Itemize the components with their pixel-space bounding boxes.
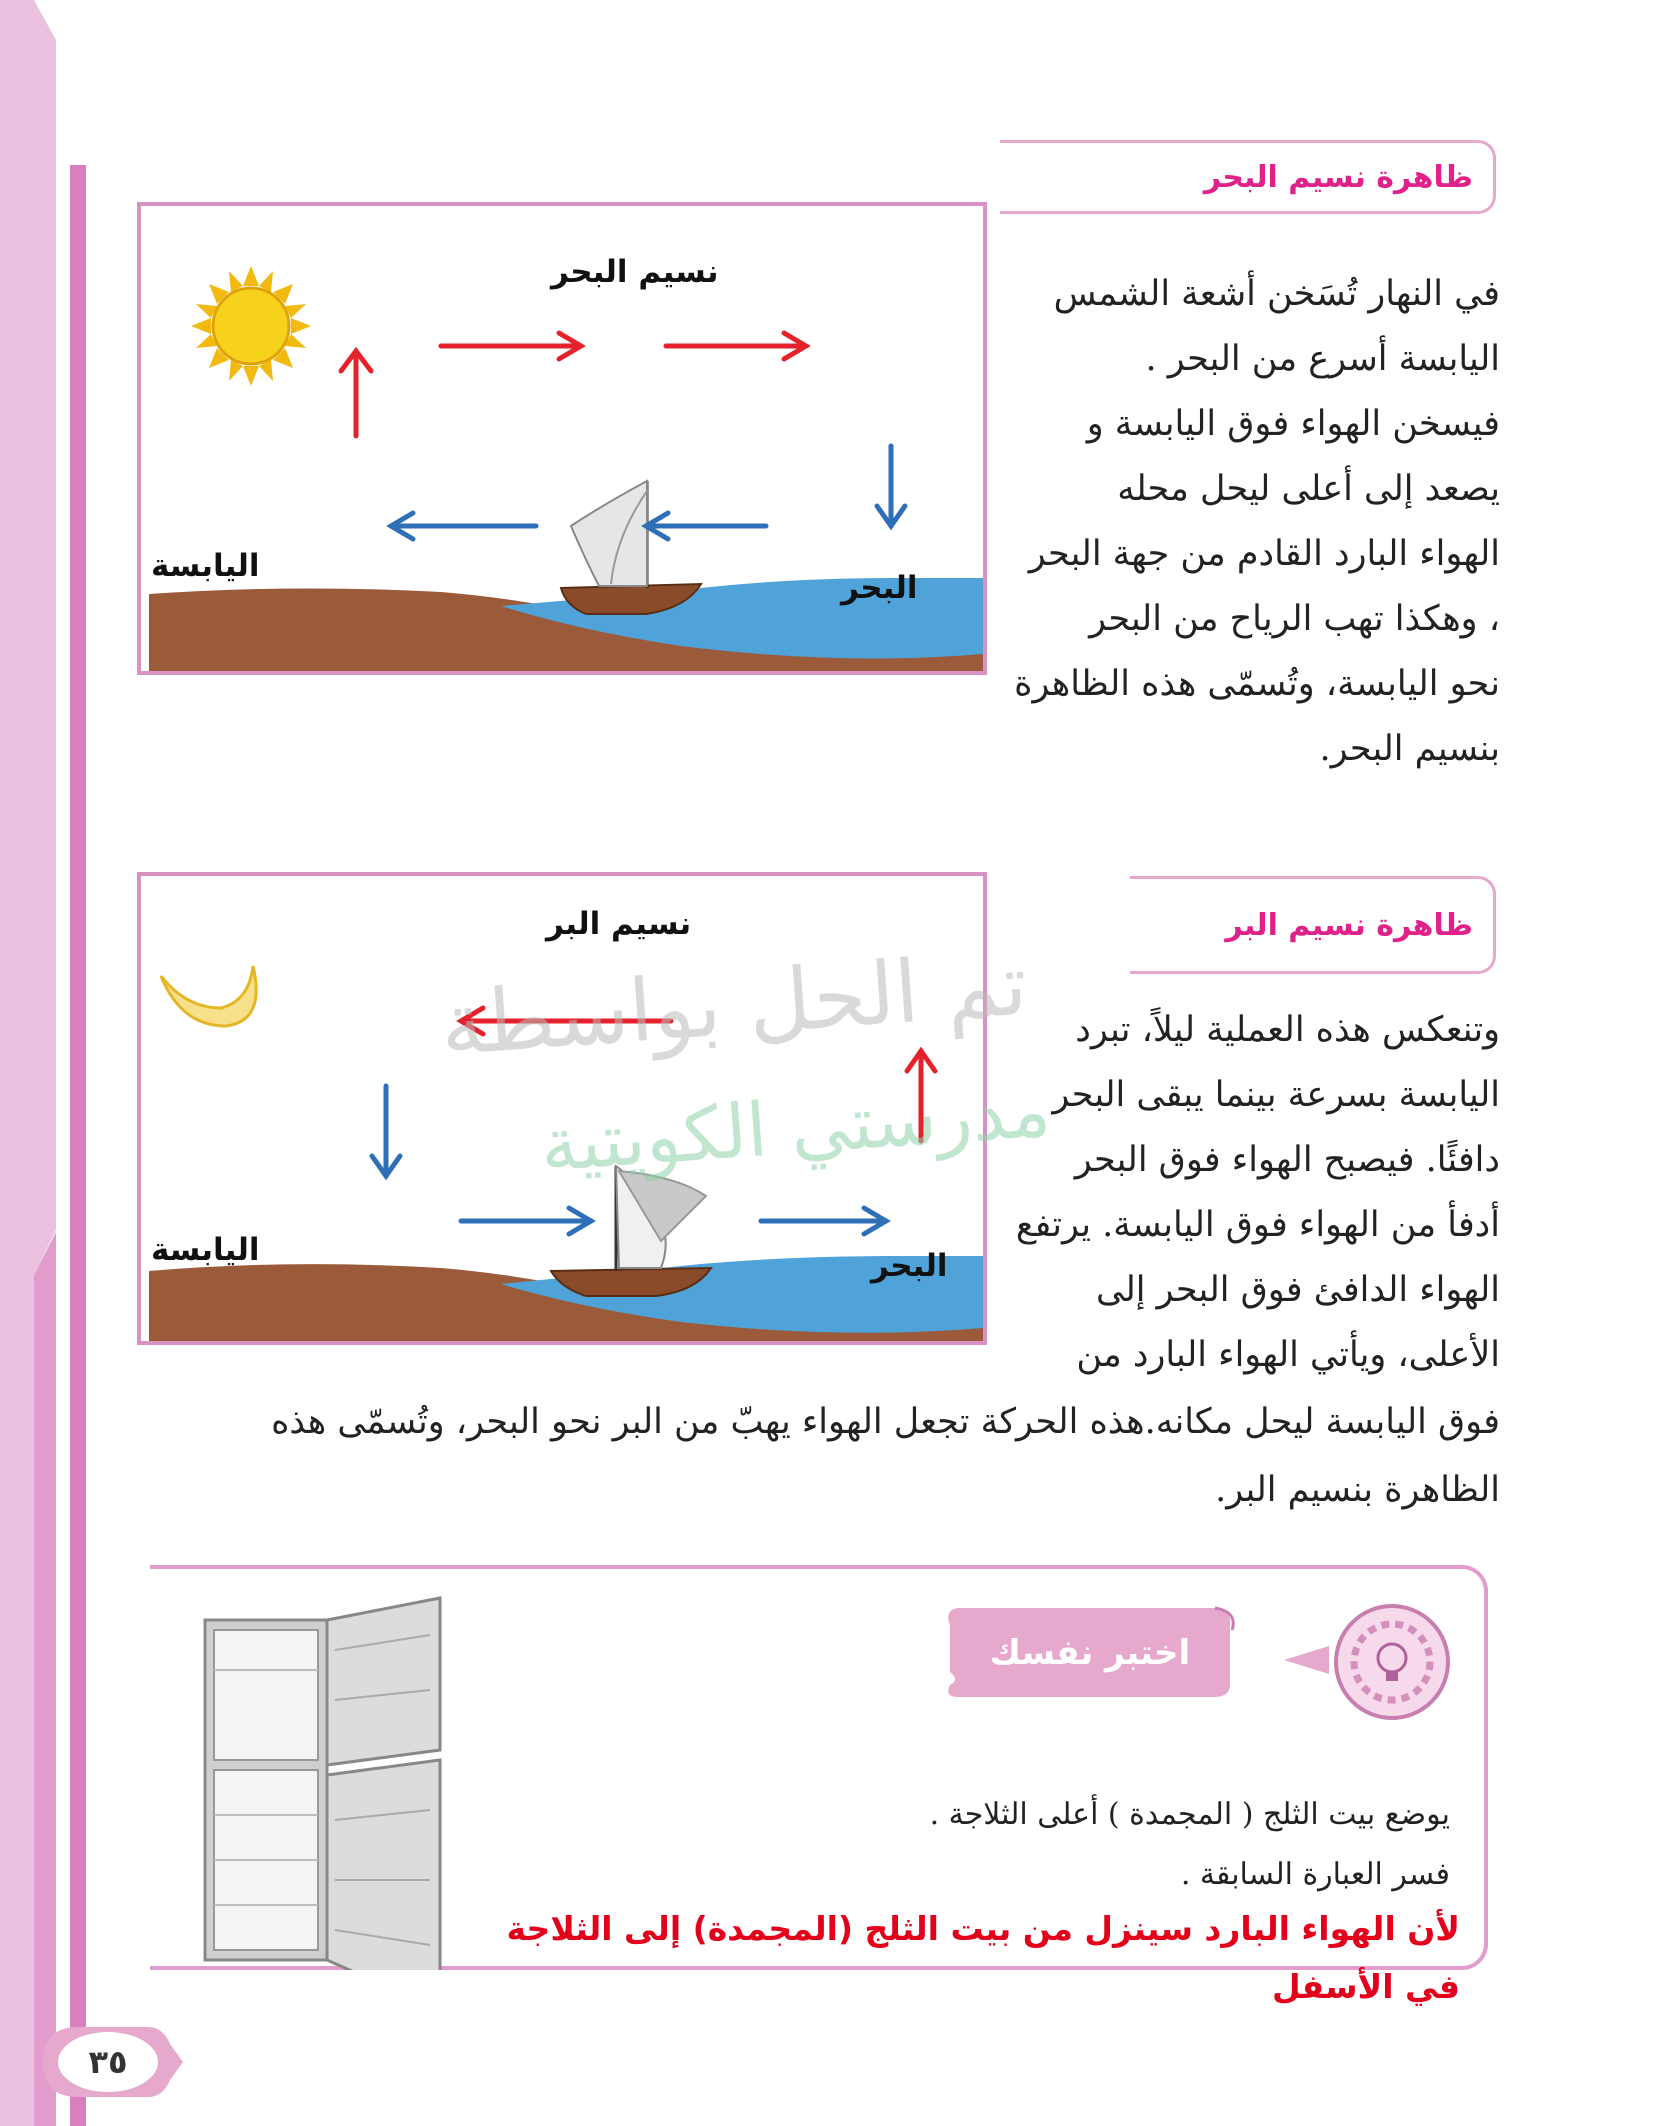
text-line: الهواء البارد القادم من جهة البحر [1028,534,1500,574]
text-line: وتنعكس هذه العملية ليلاً، تبرد [1075,1010,1500,1050]
diagram-title: نسيم البحر [551,254,719,290]
lightbulb-gear-icon [1332,1602,1452,1722]
text-line: نحو اليابسة، وتُسمّى هذه الظاهرة [1014,664,1500,704]
text-line: يصعد إلى أعلى ليحل محله [1117,469,1500,509]
watermark-line-1: تم الحل بواسطة [437,934,1031,1076]
exercise-answer [470,1900,1460,2016]
text-line: أدفأ من الهواء فوق اليابسة. يرتفع [1015,1205,1500,1245]
exercise-question [500,1785,1450,1905]
sea-label: البحر [871,1248,948,1284]
question-line: يوضع بيت الثلج ( المجمدة ) أعلى الثلاجة . [929,1797,1450,1832]
diagram-title: نسيم البر [546,906,692,942]
section-title-sea-breeze: ظاهرة نسيم البحر [1000,140,1496,214]
sea-label: البحر [841,570,918,606]
land-breeze-paragraph [990,998,1500,1388]
refrigerator-image [200,1590,450,1970]
question-line: فسر العبارة السابقة . [1180,1857,1450,1892]
sea-breeze-paragraph [990,262,1500,782]
text-line: الهواء الدافئ فوق البحر إلى [1095,1270,1500,1310]
text-line: في النهار تُسَخن أشعة الشمس [1053,274,1500,314]
text-line: دافئًا. فيصبح الهواء فوق البحر [1074,1140,1500,1180]
text-line: بنسيم البحر. [1319,729,1500,769]
badge-pointer [1284,1640,1334,1680]
land-label: اليابسة [151,548,260,584]
text-line: فيسخن الهواء فوق اليابسة و [1086,404,1500,444]
text-line: الظاهرة بنسيم البر. [1215,1470,1500,1510]
exercise-badge: اختبر نفسك [989,1633,1191,1673]
text-line: ، وهكذا تهب الرياح من البحر [1089,599,1500,639]
land-breeze-paragraph-continued [200,1388,1500,1524]
sailboat-icon [561,481,701,614]
moon-icon [161,966,256,1026]
section-title-land-breeze: ظاهرة نسيم البر [1130,876,1496,974]
text-line: فوق اليابسة ليحل مكانه.هذه الحركة تجعل الهواء يهبّ من البر نحو البحر، وتُسمّى هذه [271,1402,1500,1442]
text-line: الأعلى، ويأتي الهواء البارد من [1076,1335,1500,1375]
text-line: اليابسة أسرع من البحر . [1145,339,1500,379]
text-line: اليابسة بسرعة بينما يبقى البحر [1052,1075,1500,1115]
answer-line: في الأسفل [1271,1967,1460,2006]
watermark-line-2: مدرستي الكويتية [537,1067,1054,1189]
answer-line: لأن الهواء البارد سينزل من بيت الثلج (المجمدة) إلى الثلاجة [506,1909,1460,1948]
page-number: ٣٥ [88,2043,128,2081]
land-label: اليابسة [151,1232,260,1268]
sun-icon [191,266,311,386]
sea-breeze-diagram [137,202,987,675]
